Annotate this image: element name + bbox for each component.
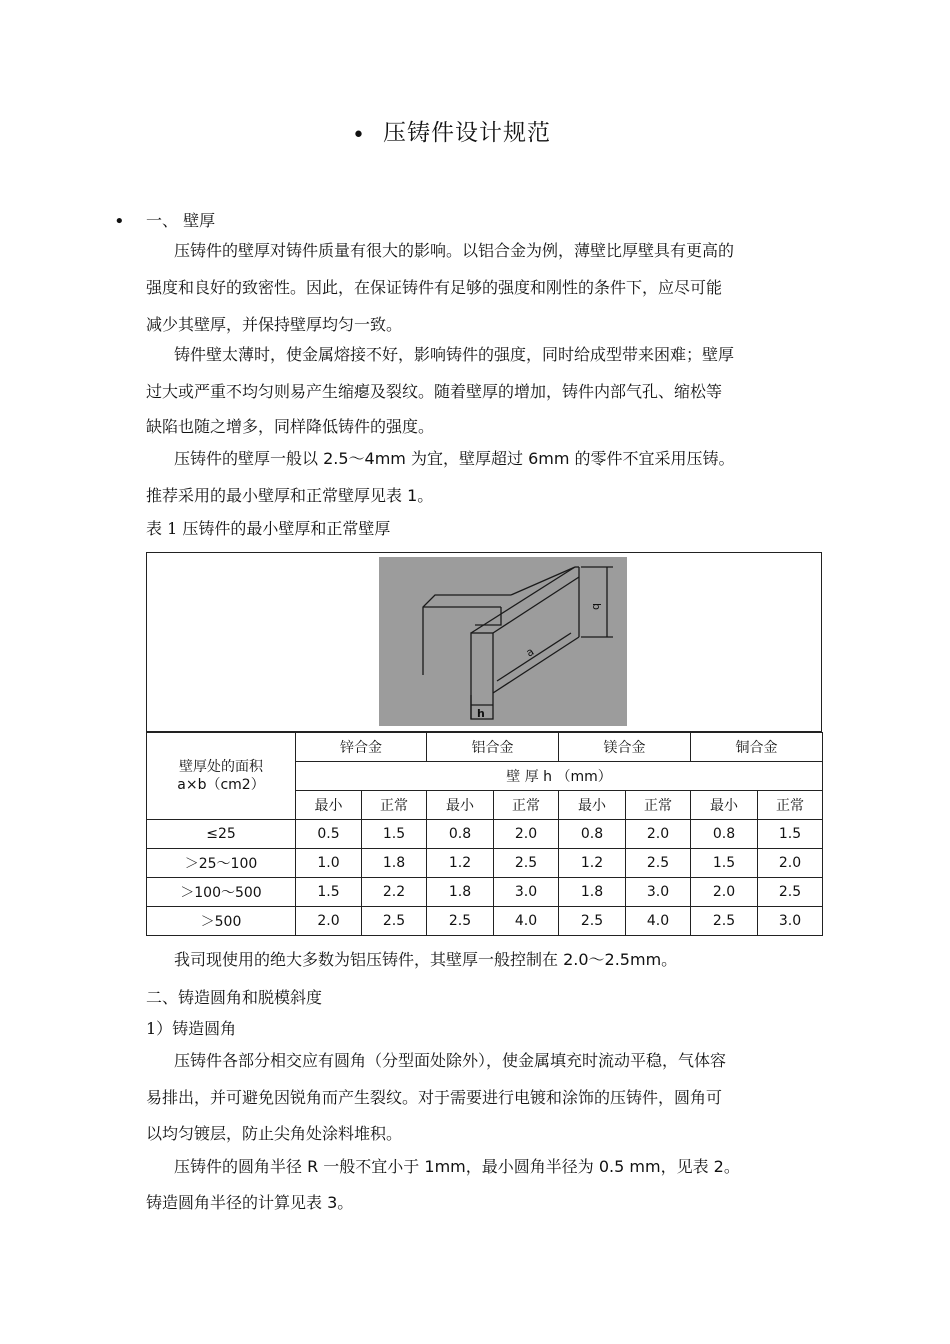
p3-range: 2.5～4mm <box>323 449 406 468</box>
after-table-a: 我司现使用的绝大多数为铝压铸件，其壁厚一般控制在 <box>174 950 564 969</box>
section1-p2-line1: 铸件壁太薄时，使金属熔接不好，影响铸件的强度，同时给成型带来困难；壁厚 <box>174 345 735 364</box>
p3-line2-c: 。 <box>417 486 434 505</box>
sub-header: 最小 <box>296 791 362 820</box>
section2-heading: 二、铸造圆角和脱模斜度 <box>146 988 323 1007</box>
table-figure-cell <box>146 552 822 732</box>
value-cell: 1.0 <box>296 849 362 878</box>
p3-text-a: 压铸件的壁厚一般以 <box>174 449 324 468</box>
p3-line2-num: 1 <box>407 486 418 505</box>
alloy-header-magnesium: 镁合金 <box>559 733 691 762</box>
thickness-header: 壁 厚 h （mm） <box>296 762 823 791</box>
after-table-c: 。 <box>661 950 678 969</box>
wall-thickness-diagram <box>379 557 627 726</box>
s2p2-line2-a: 铸造圆角半径的计算见表 <box>146 1193 328 1212</box>
p3-line2-a: 推荐采用的最小壁厚和正常壁厚见表 <box>146 486 408 505</box>
alloy-header-copper: 铜合金 <box>691 733 823 762</box>
s2p2-line2-c: 。 <box>337 1193 354 1212</box>
value-cell: 1.8 <box>427 878 494 907</box>
s2p2-r: R <box>307 1157 319 1176</box>
sub-header: 最小 <box>559 791 626 820</box>
section2-p2-line1 <box>174 1155 740 1179</box>
p3-text-c: 为宜，壁厚超过 <box>405 449 529 468</box>
value-cell: 2.0 <box>758 849 823 878</box>
value-cell: 1.5 <box>758 820 823 849</box>
after-table-range: 2.0～2.5mm <box>563 950 662 969</box>
area-header-line1: 壁厚处的面积 <box>179 759 263 775</box>
table-caption: 表 1 压铸件的最小壁厚和正常壁厚 <box>146 519 391 538</box>
value-cell: 2.0 <box>494 820 559 849</box>
diagram-svg <box>379 557 627 726</box>
sub-header: 正常 <box>626 791 691 820</box>
section2-p1-line2: 易排出，并可避免因锐角而产生裂纹。对于需要进行电镀和涂饰的压铸件，圆角可 <box>146 1088 723 1107</box>
value-cell: 2.0 <box>626 820 691 849</box>
s2p2-e: ，最小圆角半径为 <box>465 1157 599 1176</box>
table-row <box>147 878 823 907</box>
section2-p1-line3: 以均匀镀层，防止尖角处涂料堆积。 <box>146 1124 403 1143</box>
value-cell: 2.0 <box>691 878 758 907</box>
area-cell: ＞25～100 <box>147 849 296 878</box>
s2p2-a: 压铸件的圆角半径 <box>174 1157 308 1176</box>
area-header-line2: a×b（cm2） <box>177 777 265 793</box>
section2-p1-line1: 压铸件各部分相交应有圆角（分型面处除外），使金属填充时流动平稳，气体容 <box>174 1051 727 1070</box>
s2p2-1mm: 1mm <box>424 1157 466 1176</box>
title-bullet: • <box>352 123 365 148</box>
section1-heading: 一、 壁厚 <box>146 211 216 230</box>
value-cell: 4.0 <box>626 907 691 936</box>
thickness-data-table <box>146 732 823 936</box>
wall-thickness-table <box>146 552 822 930</box>
title-row <box>0 117 950 151</box>
area-cell: ≤25 <box>147 820 296 849</box>
sub-header: 正常 <box>362 791 427 820</box>
sub-header: 最小 <box>691 791 758 820</box>
section2-p2-line2 <box>146 1191 353 1215</box>
value-cell: 1.8 <box>362 849 427 878</box>
value-cell: 0.5 <box>296 820 362 849</box>
sub-header: 最小 <box>427 791 494 820</box>
value-cell: 2.5 <box>758 878 823 907</box>
area-cell: ＞100～500 <box>147 878 296 907</box>
section1-p2-line2: 过大或严重不均匀则易产生缩瘪及裂纹。随着壁厚的增加，铸件内部气孔、缩松等 <box>146 382 723 401</box>
p3-limit: 6mm <box>528 449 570 468</box>
section1-p1-line3: 减少其壁厚，并保持壁厚均匀一致。 <box>146 315 403 334</box>
value-cell: 1.5 <box>362 820 427 849</box>
section2-sub1: 1）铸造圆角 <box>146 1019 237 1038</box>
s2p2-c: 一般不宜小于 <box>318 1157 425 1176</box>
area-header <box>147 733 296 820</box>
value-cell: 2.5 <box>494 849 559 878</box>
alloy-header-aluminum: 铝合金 <box>427 733 559 762</box>
value-cell: 0.8 <box>427 820 494 849</box>
section-bullet: • <box>114 211 125 232</box>
value-cell: 3.0 <box>494 878 559 907</box>
value-cell: 1.8 <box>559 878 626 907</box>
value-cell: 2.2 <box>362 878 427 907</box>
value-cell: 1.2 <box>559 849 626 878</box>
value-cell: 1.5 <box>296 878 362 907</box>
section1-p1-line1: 压铸件的壁厚对铸件质量有很大的影响。以铝合金为例，薄壁比厚壁具有更高的 <box>174 241 735 260</box>
s2p2-table2: 2 <box>713 1157 724 1176</box>
value-cell: 0.8 <box>559 820 626 849</box>
value-cell: 2.5 <box>559 907 626 936</box>
page-title: 压铸件设计规范 <box>383 120 551 146</box>
value-cell: 4.0 <box>494 907 559 936</box>
diagram-label-a: a <box>523 644 537 660</box>
value-cell: 2.5 <box>626 849 691 878</box>
table-row <box>147 849 823 878</box>
value-cell: 2.5 <box>427 907 494 936</box>
value-cell: 1.2 <box>427 849 494 878</box>
value-cell: 2.0 <box>296 907 362 936</box>
section1-p1-line2: 强度和良好的致密性。因此，在保证铸件有足够的强度和刚性的条件下，应尽可能 <box>146 278 723 297</box>
alloy-header-zinc: 锌合金 <box>296 733 427 762</box>
section1-p3-line2 <box>146 484 433 508</box>
p3-text-e: 的零件不宜采用压铸。 <box>569 449 735 468</box>
sub-header: 正常 <box>494 791 559 820</box>
area-cell: ＞500 <box>147 907 296 936</box>
diagram-label-b: b <box>590 603 603 610</box>
after-table-text <box>174 948 677 972</box>
value-cell: 2.5 <box>691 907 758 936</box>
section1-p2-line3: 缺陷也随之增多，同样降低铸件的强度。 <box>146 417 435 436</box>
value-cell: 2.5 <box>362 907 427 936</box>
diagram-label-h: h <box>477 707 485 720</box>
section1-p3-line1 <box>174 447 735 471</box>
value-cell: 1.5 <box>691 849 758 878</box>
table-row <box>147 820 823 849</box>
value-cell: 3.0 <box>758 907 823 936</box>
s2p2-05mm: 0.5 mm <box>598 1157 661 1176</box>
value-cell: 0.8 <box>691 820 758 849</box>
sub-header: 正常 <box>758 791 823 820</box>
s2p2-i: 。 <box>723 1157 740 1176</box>
s2p2-line2-num: 3 <box>327 1193 338 1212</box>
value-cell: 3.0 <box>626 878 691 907</box>
table-row <box>147 907 823 936</box>
s2p2-g: ，见表 <box>660 1157 714 1176</box>
